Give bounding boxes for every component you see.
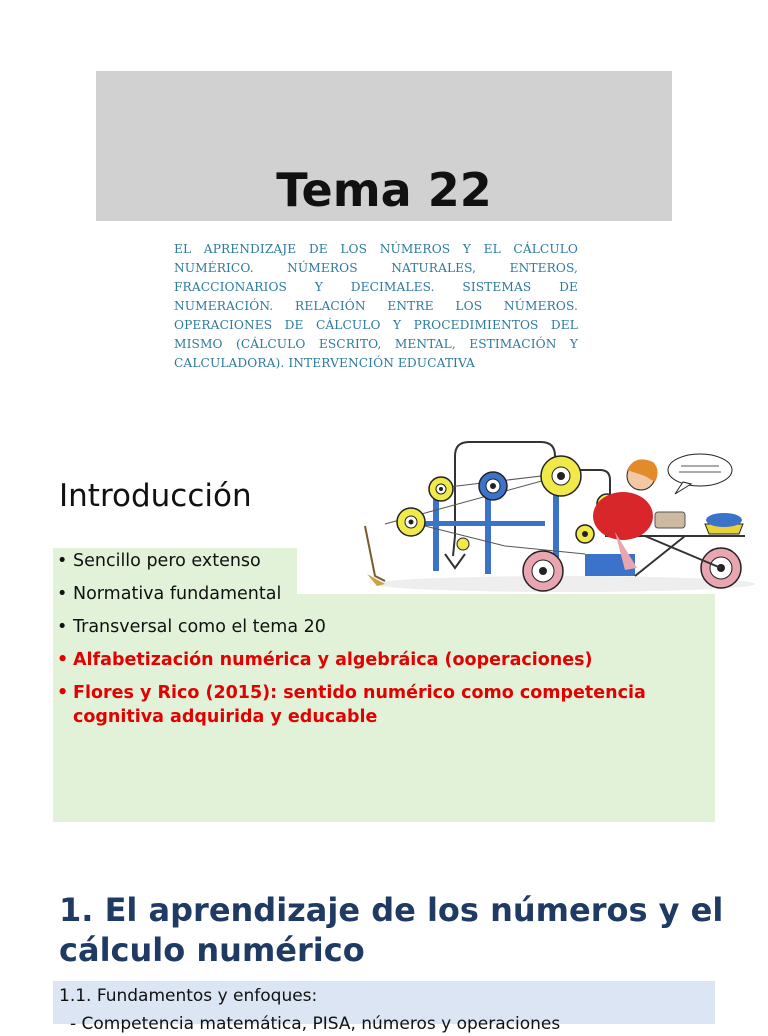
list-item: • Transversal como el tema 20 xyxy=(56,615,706,639)
slide-subtitle: EL APRENDIZAJE DE LOS NÚMEROS Y EL CÁLCULO NUMÉRICO. NÚMEROS NATURALES, ENTEROS, FRACCIONARIOS Y DECIMALES. SISTEMAS DE NUMERACIÓN. RELACIÓN ENTRE LOS NÚMEROS. OPERACIONES DE CÁLCULO Y PROCEDIMIENTOS DEL MISMO (CÁLCULO ESCRITO, MENTAL, ESTIMACIÓN Y CALCULADORA). INTERVENCIÓN EDUCATIVA xyxy=(174,242,578,370)
subsection-title: 1.1. Fundamentos y enfoques: xyxy=(59,986,318,1006)
intro-heading: Introducción xyxy=(59,478,252,514)
list-item: • Flores y Rico (2015): sentido numérico como competencia cognitiva adquirida y educable xyxy=(56,681,706,729)
list-item: • Alfabetización numérica y algebráica (ooperaciones) xyxy=(56,648,706,672)
intro-bullet-list xyxy=(56,549,706,738)
list-item: • Sencillo pero extenso xyxy=(56,549,706,573)
section-heading: 1. El aprendizaje de los números y el cálculo numérico xyxy=(59,891,724,969)
list-item: • Normativa fundamental xyxy=(56,582,706,606)
subsection-item: - Competencia matemática, PISA, números y operaciones xyxy=(70,1014,561,1034)
slide-title: Tema 22 xyxy=(276,163,492,217)
